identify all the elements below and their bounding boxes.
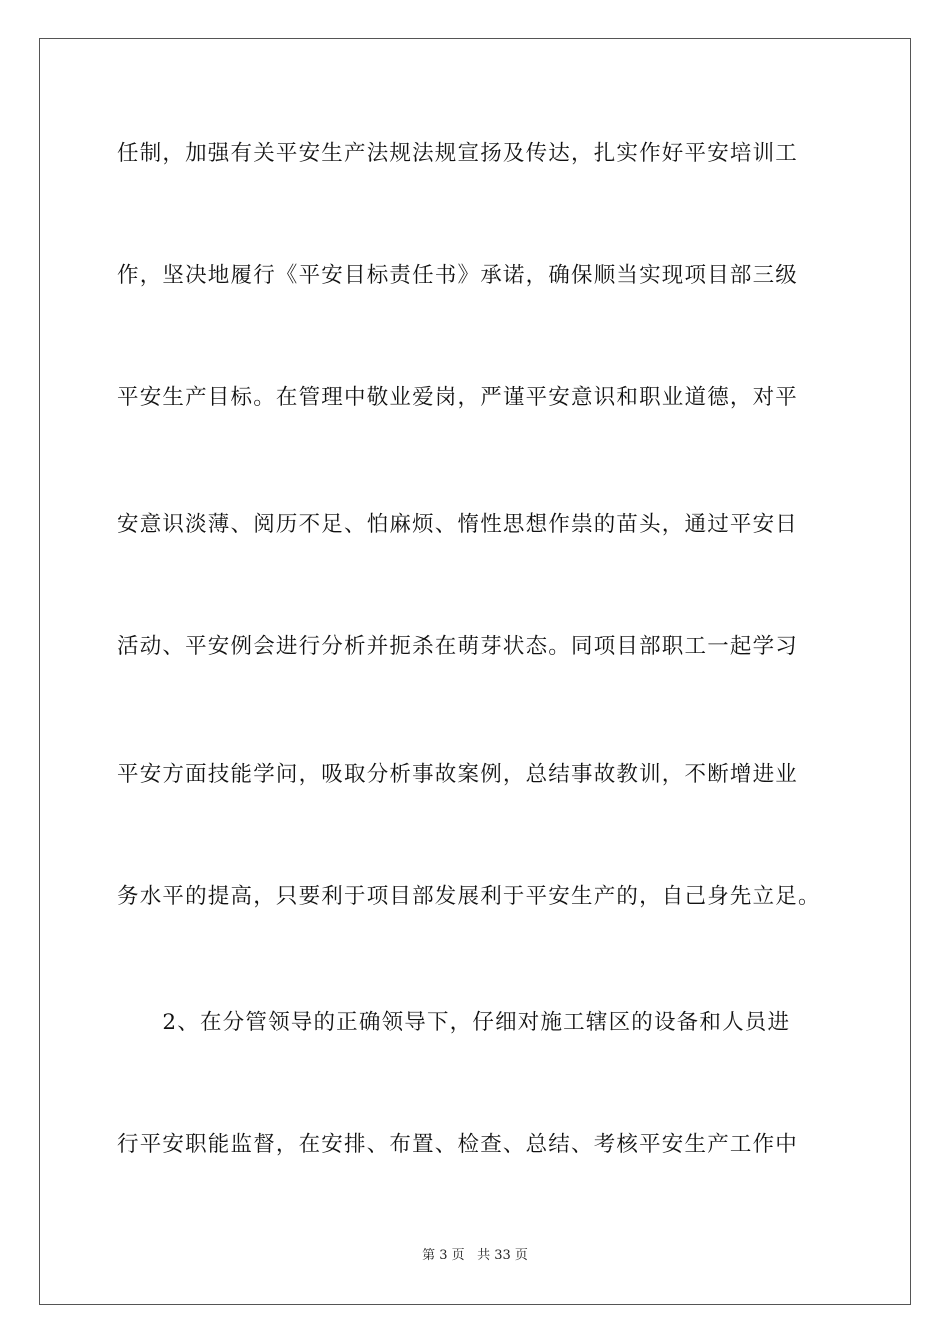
footer-spacer [465, 1248, 477, 1263]
text-line-8: 2、在分管领导的正确领导下，仔细对施工辖区的设备和人员进 [117, 1010, 791, 1035]
text-line-5: 活动、平安例会进行分析并扼杀在萌芽状态。同项目部职工一起学习 [117, 634, 799, 659]
text-line-4: 安意识淡薄、阅历不足、怕麻烦、惰性思想作祟的苗头，通过平安日 [117, 512, 799, 537]
page-number: 第 3 页 [422, 1248, 465, 1263]
text-line-9: 行平安职能监督，在安排、布置、检查、总结、考核平安生产工作中 [117, 1132, 799, 1157]
page-footer [0, 1247, 950, 1265]
text-line-7: 务水平的提高，只要利于项目部发展利于平安生产的，自己身先立足。 [117, 884, 821, 909]
text-line-1: 任制，加强有关平安生产法规法规宣扬及传达，扎实作好平安培训工 [117, 141, 799, 166]
text-line-2: 作，坚决地履行《平安目标责任书》承诺，确保顺当实现项目部三级 [117, 263, 799, 288]
page-border [39, 38, 911, 1305]
total-pages: 共 33 页 [477, 1248, 528, 1263]
text-line-6: 平安方面技能学问，吸取分析事故案例，总结事故教训，不断增进业 [117, 762, 799, 787]
text-line-3: 平安生产目标。在管理中敬业爱岗，严谨平安意识和职业道德，对平 [117, 385, 799, 410]
